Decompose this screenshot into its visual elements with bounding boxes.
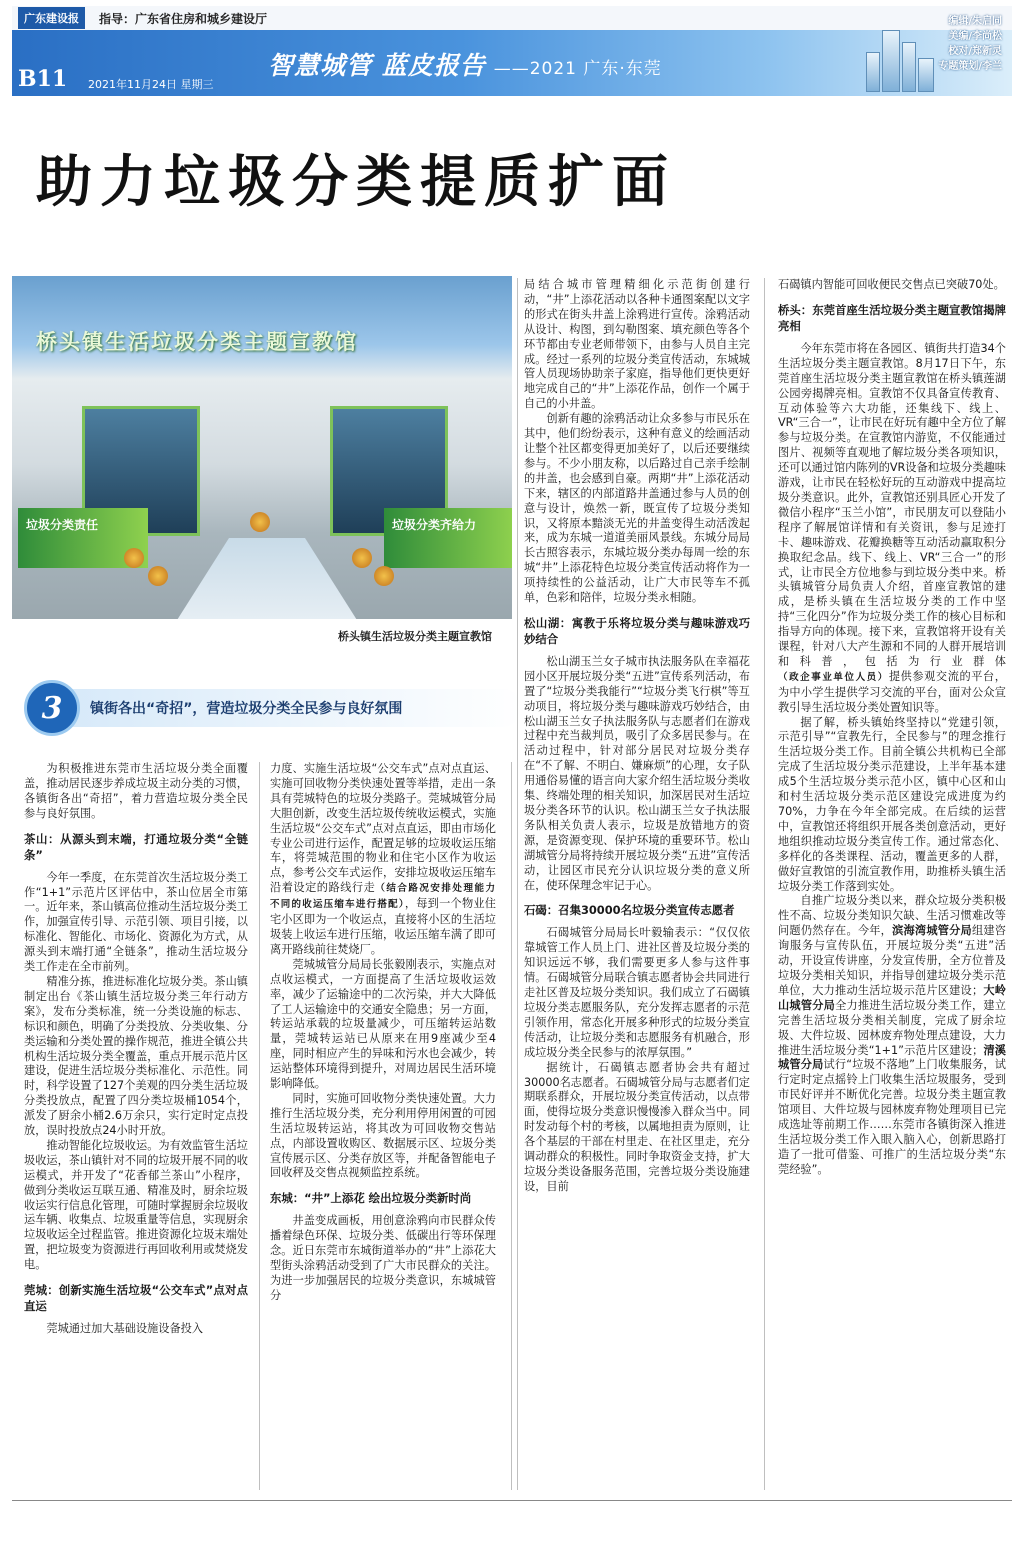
article-column-3 — [524, 278, 750, 1195]
credit-editor: 编辑/朱启同 — [948, 16, 1002, 27]
paragraph: 创新有趣的涂鸦活动让众多参与市民乐在其中，他们纷纷表示，这种有意义的绘画活动让整个社区都变得更加美好了，以后还要继续参与。不少小朋友称，以后路过自己亲手绘制的井盖，也会感到自豪。两期“井”上添花活动下来，辖区的内部道路井盖通过参与人员的创意与设计，焕然一新，既宣传了垃圾分类知识，又将原本黯淡无光的井盖变得生动活泼起来，成为东城一道道美丽风景线。东城分局局长古照容表示，东城垃圾分类办每周一绘的东城“井”上添花特色垃圾分类宣传活动将作为一项持续性的公益活动，让广大市民等车不孤单，色彩和陪伴，垃圾分类永相随。 — [524, 412, 750, 605]
paragraph: 推动智能化垃圾收运。为有效监管生活垃圾收运，茶山镇针对不同的垃圾开展不同的收运模式，并开发了“花香郁兰茶山”小程序，做到分类收运互联互通、精准及时，厨余垃圾收运实行信息化管理，可随时掌握厨余垃圾收运车辆、收集点、垃圾重量等信息，实现厨余垃圾收运全过程监管。推进资源化垃圾末端处置，把垃圾变为资源进行再回收利用或焚烧发电。 — [24, 1138, 248, 1272]
flower-pot-icon — [352, 548, 372, 568]
paragraph: 莞城通过加大基础设施设备投入 — [46, 1322, 204, 1336]
bureau-name: 大岭山城管分局 — [778, 983, 1006, 1012]
subheading-songshanhu: 松山湖：寓教于乐将垃圾分类与趣味游戏巧妙结合 — [524, 615, 750, 646]
subheading-guancheng: 莞城：创新实施生活垃圾“公交车式”点对点直运 — [24, 1283, 248, 1314]
section-bar — [58, 689, 522, 727]
text: ，每到一个物业住宅小区即为一个收运点，直接将小区的生活垃圾装上收运车进行压缩，收运压缩车满了即可离开路线前往焚烧厂。 — [270, 897, 496, 956]
article-column-1 — [24, 762, 248, 1337]
page-headline: 助力垃圾分类提质扩面 — [36, 149, 676, 215]
photo-panel-left: 垃圾分类责任 — [18, 508, 148, 568]
text: 自推广垃圾分类以来，群众垃圾分类积极性不高、垃圾分类知识欠缺、生活习惯难改等问题仍然存在。今年， — [778, 894, 1006, 938]
column-brand-title: 智慧城管 蓝皮报告 — [268, 51, 486, 80]
section-title: 镇街各出“奇招”，营造垃圾分类全民参与良好氛围 — [90, 701, 403, 717]
subheading-dongcheng: 东城：“井”上添花 绘出垃圾分类新时尚 — [270, 1191, 472, 1206]
bureau-name: 滨海湾城管分局 — [892, 924, 972, 938]
text: 今年东莞市将在各园区、镇街共打造34个生活垃圾分类主题宣教馆。8月17日下午，东莞首座生活垃圾分类主题宣教馆在桥头镇莲湖公园旁揭牌亮相。宣教馆不仅具备宣传教育、互动体验等六大功能，还集线下、线上、VR“三合一”，让市民在好玩有趣中全方位了解参与垃圾分类。在宣教馆内游览，不仅能通过图片、视频等直观地了解垃圾分类各项知识，还可以通过馆内陈列的VR设备和垃圾分类趣味游戏，让市民在轻松好玩的互动游戏中提高垃圾分类意识。此外，宣教馆还别具匠心开发了微信小程序“玉兰小馆”，市民朋友可以登陆小程序了解展馆详情和有关资讯，参与足迹打卡、趣味游戏、花瓣换糖等互动活动赢取积分换取纪念品。线下、线上、VR“三合一”的形式，让市民全方位地参与到垃圾分类中来。桥头镇城管分局负责人介绍，首座宣教馆的建成，是桥头镇在生活垃圾分类的工作中坚持“三化四分”作为垃圾分类工作的核心目标和指导方向的体现。接下来，宣教馆将开设有关课程，针对八大产生源和不同的人群开展培训和科普，包括为行业群体 — [778, 341, 1006, 668]
subheading-chashan: 茶山：从源头到末端，打通垃圾分类“全链条” — [24, 831, 248, 862]
text: 组建咨询服务与宣传队伍，开展垃圾分类“五进”活动，开设宣传讲座，分发宣传册，全方位普及垃圾分类相关知识，并指导创建垃圾分类示范单位，大力推动生活垃圾示范片区建设； — [778, 924, 1006, 997]
paragraph: 松山湖玉兰女子城市执法服务队在幸福花园小区开展垃圾分类“五进”宣传系列活动，布置了“垃圾分类我能行”“垃圾分类飞行棋”等互动项目，将垃圾分类与趣味游戏巧妙结合，由松山湖玉兰女子执法服务队与志愿者们在游戏过程中充当裁判员，吸引了众多居民参与。在活动过程中，针对部分居民对垃圾分类存在“不了解、不明白、嫌麻烦”的心理，女子队用通俗易懂的语言向大家介绍生活垃圾分类收集、终端处理的相关知识，加深居民对生活垃圾分类各环节的认识。松山湖玉兰女子执法服务队相关负责人表示，垃圾是放错地方的资源，是资源变现、保护环境的重要环节。松山湖城管分局将持续开展垃圾分类“五进”宣传活动，让园区市民充分认识垃圾分类的意义所在，使环保理念牢记于心。 — [524, 654, 750, 892]
text: 提供参观交流的平台，为中小学生提供学习交流的平台，面对公众宣教引导生活垃圾分类处置知识等。 — [778, 669, 1006, 714]
photo-building-sign: 桥头镇生活垃圾分类主题宣教馆 — [36, 330, 358, 354]
column-brand-subtitle: ——2021 广东·东莞 — [493, 59, 662, 79]
column-rule — [511, 762, 512, 1490]
column-rule — [259, 762, 260, 1490]
photo-panel-right: 垃圾分类齐给力 — [384, 508, 512, 568]
column-rule — [764, 278, 765, 1490]
paragraph — [270, 762, 496, 958]
column-brand — [268, 46, 662, 82]
flower-pot-icon — [124, 548, 144, 568]
paragraph: 同时，实施可回收物分类快速处置。大力推行生活垃圾分类，充分利用停用闲置的可园生活垃圾转运站，将其改为可回收物交售站点，内部设置收购区、数据展示区、垃圾分类宣传展示区、分类存放区等，并配备智能电子回收秤及交售点视频监控系统。 — [270, 1091, 496, 1180]
inline-note: （政企事业单位人员） — [778, 671, 889, 683]
guidance-line: 指导：广东省住房和城乡建设厅 — [99, 11, 268, 26]
paragraph — [778, 342, 1006, 716]
page-number: B11 — [18, 66, 68, 92]
column-rule — [517, 278, 518, 1490]
section-banner — [24, 680, 522, 736]
paragraph: 井盖变成画板，用创意涂鸦向市民群众传播着绿色环保、垃圾分类、低碳出行等环保理念。近日东莞市东城街道举办的“井”上添花大型街头涂鸦活动受到了广大市民群众的关注。为进一步加强居民的垃圾分类意识，东城城管分 — [270, 1214, 496, 1302]
article-column-4 — [778, 278, 1006, 1178]
paragraph: 今年一季度，在东莞首次生活垃圾分类工作“1+1”示范片区评估中，茶山位居全市第一。近年来，茶山镇高位推动生活垃圾分类工作，加强宣传引导、示范引领、项目引接，以标准化、智能化、市场化、资源化为方式，从源头到末端打通“全链条”，推动生活垃圾分类工作走在全市前列。 — [24, 870, 248, 974]
news-photo — [12, 276, 512, 619]
paragraph: 精准分拣，推进标准化垃圾分类。茶山镇制定出台《茶山镇生活垃圾分类三年行动方案》，发布分类标准，统一分类设施的标志、标识和颜色，明确了分类投放、分类收集、分类运输和分类处置的操作规范，推进全镇公共机构生活垃圾分类全覆盖，重点开展示范片区建设，促进生活垃圾分类标准化、示范性。同时，科学设置了127个美观的四分类生活垃圾分类投放点，配置了四分类垃圾桶1054个，派发了厨余小桶2.6万余只，实行定时定点投放，误时投放点24小时开放。 — [24, 974, 248, 1138]
paragraph: 据统计，石碣镇志愿者协会共有超过30000名志愿者。石碣城管分局与志愿者们定期联系群众，开展垃圾分类宣传活动，以点带面，使得垃圾分类意识慢慢渗入群众当中。同时发动每个村的考核，以属地担责为原则，让各个基层的干部在村里走、在社区里走，充分调动群众的积极性。同时争取资金支持，扩大垃圾分类设备服务范围，完善垃圾分类设施建设，目前 — [524, 1060, 750, 1193]
text: 全力推进生活垃圾分类工作，建立完善生活垃圾分类相关制度，完成了厨余垃圾、大件垃圾、园林废弃物处理点建设，大力推进生活垃圾分类“1+1”示范片区建设； — [778, 998, 1006, 1057]
newspaper-tag: 广东建设报 — [18, 7, 85, 29]
credit-proof: 校对/郑新灵 — [948, 46, 1002, 57]
paragraph: 据了解，桥头镇始终坚持以“党建引领，示范引导”“宣教先行，全民参与”的理念推行生活垃圾分类工作。目前全镇公共机构已全部完成了生活垃圾分类示范建设，上半年基本建成5个生活垃圾分类示范小区，镇中心区和山和村生活垃圾分类示范区建设完成进度为约70%，力争在今年全部完成。在后续的运营中，宣教馆还将组织开展各类创意活动，更好地组织推动垃圾分类宣传工作。通过常态化、多样化的各类课程、活动，覆盖更多的人群，做好宣教馆的引流宣教作用，助推桥头镇生活垃圾分类工作落到实处。 — [778, 715, 1006, 893]
flower-pot-icon — [148, 566, 168, 586]
photo-caption: 桥头镇生活垃圾分类主题宣教馆 — [338, 630, 492, 643]
masthead — [12, 6, 1012, 96]
paragraph: 局结合城市管理精细化示范街创建行动，“井”上添花活动以各种卡通图案配以文字的形式在街头井盖上涂鸦进行宣传。涂鸦活动从设计、构图，到勾勒图案、填充颜色等各个环节都由专业老师带领下，由参与人员自主完成。经过一系列的垃圾分类宣传活动，东城城管人员现场协助亲子家庭，指导他们更快更好地完成自己的“井”上添花作品，创作一个属于自己的小井盖。 — [524, 278, 750, 411]
issue-date: 2021年11月24日 星期三 — [88, 78, 214, 91]
text: 力度、实施生活垃圾“公交车式”点对点直运、实施可回收物分类快速处置等举措，走出一条具有莞城特色的垃圾分类路子。莞城城管分局大胆创新，改变生活垃圾传统收运模式，实施生活垃圾“公交车式”点对点直运，即由市场化专业公司进行运作，配置足够的垃圾收运压缩车，将莞城范围的物业和住宅小区作为收运点，参考公交车式运作，安排垃圾收运压缩车沿着设定的路线行走 — [270, 762, 496, 895]
inline-note: （结合路况安排处理能力不同的收运压缩车进行搭配） — [270, 883, 496, 911]
paragraph: 为积极推进东莞市生活垃圾分类全面覆盖，推动居民逐步养成垃圾主动分类的习惯，各镇街各出“奇招”，着力营造垃圾分类全民参与良好氛围。 — [24, 762, 248, 820]
subheading-shijie: 石碣：召集30000名垃圾分类宣传志愿者 — [524, 903, 735, 918]
credit-art: 美编/李尚松 — [948, 31, 1002, 42]
bureau-name: 清溪城管分局 — [778, 1043, 1006, 1072]
flower-pot-icon — [250, 512, 270, 532]
text: 试行“垃圾不落地”上门收集服务，试行定时定点摇铃上门收集生活垃圾服务，受到市民好评并不断优化完善。垃圾分类主题宣教馆项目、大件垃圾与园林废弃物处理项目已完成选址等前期工作……东莞市各镇街深入推进生活垃圾分类工作入眼入脑入心，创新思路打造了一批可借鉴、可推广的生活垃圾分类“东莞经验”。 — [778, 1058, 1006, 1176]
section-number: 3 — [24, 680, 80, 736]
paragraph: 莞城城管分局局长张毅刚表示，实施点对点收运模式，一方面提高了生活垃圾收运效率，减少了运输途中的二次污染，并大大降低了工人运输途中的交通安全隐患；另一方面，转运站承载的垃圾量减少，可压缩转运站数量，莞城转运站已从原来在用9座减少至4座，同时相应产生的异味和污水也会减少，转运站整体环境得到提升，对周边居民生活环境影响降低。 — [270, 957, 496, 1091]
flower-pot-icon — [374, 566, 394, 586]
photo-floor-path — [172, 538, 362, 619]
bottom-rule — [12, 1500, 1012, 1501]
city-skyline-icon — [860, 22, 940, 92]
article-column-2 — [270, 762, 496, 1304]
credits — [938, 14, 1002, 74]
paragraph: 石碣城管分局局长叶毅输表示：“仅仅依靠城管工作人员上门、进社区普及垃圾分类的知识远远不够，我们需要更多人参与这件事情。石碣城管分局联合镇志愿者协会共同进行走社区普及垃圾分类知识。我们成立了石碣镇垃圾分类志愿服务队，充分发挥志愿者的示范引领作用，常态化开展多种形式的垃圾分类宣传活动，让垃圾分类和志愿服务有机融合，形成垃圾分类全民参与的浓厚氛围。” — [524, 926, 750, 1059]
subheading-qiaotou: 桥头：东莞首座生活垃圾分类主题宣教馆揭牌亮相 — [778, 302, 1006, 333]
paragraph: 石碣镇内智能可回收便民交售点已突破70处。 — [778, 278, 1005, 291]
credit-planner: 专题策划/李兰 — [938, 61, 1002, 72]
paragraph — [778, 894, 1006, 1177]
